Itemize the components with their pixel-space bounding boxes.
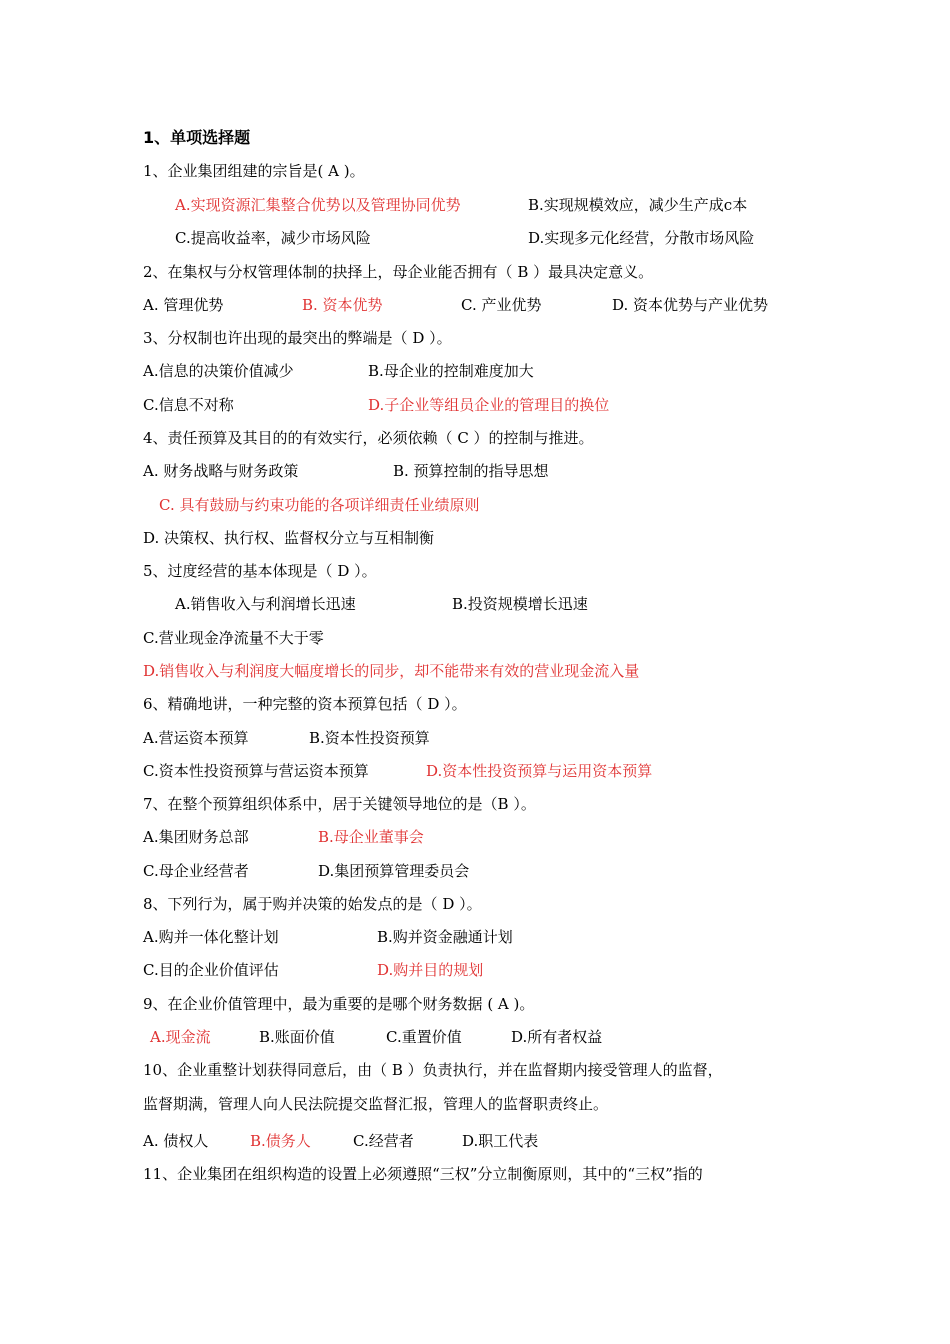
text-segment: B. 预算控制的指导思想 xyxy=(393,462,549,480)
text-segment: C.经营者 xyxy=(353,1132,414,1150)
answer-highlight: D.购并目的规划 xyxy=(377,961,484,979)
text-segment: C.目的企业价值评估 xyxy=(143,961,279,979)
text-segment: 7、在整个预算组织体系中，居于关键领导地位的是（B ）。 xyxy=(143,795,536,813)
text-segment: 9、在企业价值管理中，最为重要的是哪个财务数据 ( A )。 xyxy=(143,995,535,1013)
text-segment: A.销售收入与利润增长迅速 xyxy=(175,595,356,613)
text-segment: 3、分权制也许出现的最突出的弊端是（ D ）。 xyxy=(143,329,452,347)
text-segment: C.重置价值 xyxy=(386,1028,462,1046)
text-segment: B.母企业的控制难度加大 xyxy=(368,362,534,380)
answer-highlight: C. 具有鼓励与约束功能的各项详细责任业绩原则 xyxy=(159,496,480,514)
text-segment: 6、精确地讲，一种完整的资本预算包括（ D ）。 xyxy=(143,695,467,713)
text-segment: C.资本性投资预算与营运资本预算 xyxy=(143,762,369,780)
answer-highlight: B. 资本优势 xyxy=(302,296,383,314)
text-segment: C. 产业优势 xyxy=(461,296,542,314)
text-segment: C.信息不对称 xyxy=(143,396,234,414)
text-segment: 5、过度经营的基本体现是（ D ）。 xyxy=(143,562,377,580)
text-segment: 10、企业重整计划获得同意后，由（ B ）负责执行，并在监督期内接受管理人的监督， xyxy=(143,1061,723,1079)
text-segment: 监督期满，管理人向人民法院提交监督汇报，管理人的监督职责终止。 xyxy=(143,1095,609,1113)
text-segment: 8、下列行为，属于购并决策的始发点的是（ D ）。 xyxy=(143,895,482,913)
text-segment: D. 决策权、执行权、监督权分立与互相制衡 xyxy=(143,529,435,547)
text-segment: B.资本性投资预算 xyxy=(309,729,430,747)
answer-highlight: B.债务人 xyxy=(250,1132,311,1150)
text-segment: A.营运资本预算 xyxy=(143,729,249,747)
text-segment: D.实现多元化经营，分散市场风险 xyxy=(528,229,755,247)
text-segment: D.职工代表 xyxy=(462,1132,539,1150)
text-segment: A. 债权人 xyxy=(143,1132,209,1150)
answer-highlight: A.实现资源汇集整合优势以及管理协同优势 xyxy=(175,196,461,214)
text-segment: C.营业现金净流量不大于零 xyxy=(143,629,324,647)
text-segment: A.集团财务总部 xyxy=(143,828,249,846)
answer-highlight: D.资本性投资预算与运用资本预算 xyxy=(426,762,653,780)
answer-highlight: D.销售收入与利润度大幅度增长的同步，却不能带来有效的营业现金流入量 xyxy=(143,662,640,680)
text-segment: B.实现规模效应，减少生产成c本 xyxy=(528,196,748,214)
text-segment: D.集团预算管理委员会 xyxy=(318,862,470,880)
text-segment: A.购并一体化整计划 xyxy=(143,928,279,946)
answer-highlight: D.子企业等组员企业的管理目的换位 xyxy=(368,396,610,414)
text-segment: A. 财务战略与财务政策 xyxy=(143,462,299,480)
text-segment: 4、责任预算及其目的的有效实行，必须依赖（ C ）的控制与推进。 xyxy=(143,429,594,447)
text-segment: B.账面价值 xyxy=(259,1028,335,1046)
text-segment: 11、企业集团在组织构造的设置上必须遵照“三权”分立制衡原则，其中的“三权”指的 xyxy=(143,1165,703,1183)
text-segment: 2、在集权与分权管理体制的抉择上，母企业能否拥有（ B ）最具决定意义。 xyxy=(143,263,654,281)
text-segment: A. 管理优势 xyxy=(143,296,224,314)
section-title: 1、单项选择题 xyxy=(143,128,251,147)
text-segment: B.购并资金融通计划 xyxy=(377,928,513,946)
text-segment: D. 资本优势与产业优势 xyxy=(612,296,769,314)
text-segment: C.提高收益率，减少市场风险 xyxy=(175,229,371,247)
text-segment: B.投资规模增长迅速 xyxy=(452,595,588,613)
text-segment: 1、企业集团组建的宗旨是( A )。 xyxy=(143,162,365,180)
answer-highlight: B.母企业董事会 xyxy=(318,828,424,846)
text-segment: D.所有者权益 xyxy=(511,1028,603,1046)
text-segment: A.信息的决策价值减少 xyxy=(143,362,294,380)
answer-highlight: A.现金流 xyxy=(150,1028,211,1046)
text-segment: C.母企业经营者 xyxy=(143,862,249,880)
